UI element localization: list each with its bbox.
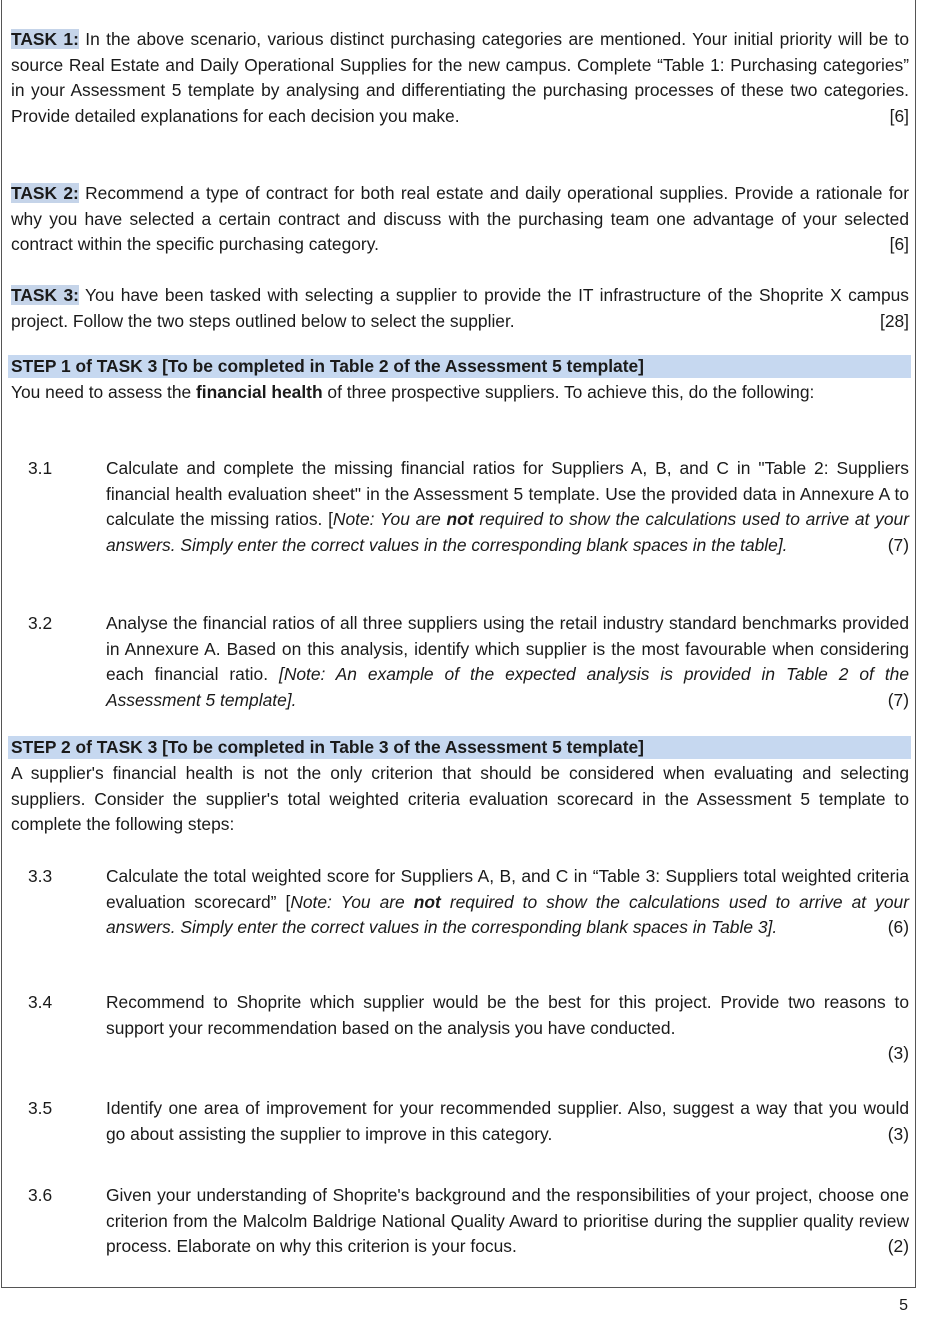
question-marks: (3) <box>887 1043 909 1064</box>
question-number: 3.6 <box>28 1185 53 1205</box>
step2-heading: STEP 2 of TASK 3 [To be completed in Table 3 of the Assessment 5 template] <box>8 736 911 759</box>
question-number: 3.1 <box>28 458 53 478</box>
step1-intro-b: of three prospective suppliers. To achieve this, do the following: <box>322 382 815 402</box>
question-3-4 <box>28 990 909 1067</box>
q32-text: Analyse the financial ratios of all three suppliers using the retail industry standard benchmarks provided in Annexure A. Based on this analysis, identify which supplier is the most favourable when considering each financial ratio. <box>106 613 909 685</box>
task3-paragraph <box>11 283 909 334</box>
question-marks: (2) <box>887 1236 909 1257</box>
task3-text: You have been tasked with selecting a supplier to provide the IT infrastructure of the Shoprite X campus project. Follow the two steps outlined below to select the supplier. <box>11 285 909 331</box>
question-text <box>106 611 909 713</box>
step1-heading: STEP 1 of TASK 3 [To be completed in Table 2 of the Assessment 5 template] <box>8 355 911 378</box>
task3-marks: [28] <box>879 310 909 331</box>
question-3-3 <box>28 864 909 941</box>
task2-label: TASK 2: <box>11 183 79 203</box>
question-text <box>106 864 909 941</box>
q33-text: Calculate the total weighted score for Suppliers A, B, and C in “Table 3: Suppliers total weighted criteria evaluation scorecard” [ <box>106 866 909 912</box>
task1-label: TASK 1: <box>11 29 79 49</box>
q36-text: Given your understanding of Shoprite's background and the responsibilities of your project, choose one criterion from the Malcolm Baldrige National Quality Award to prioritise during the supplier quality review process. Elaborate on why this criterion is your focus. <box>106 1185 909 1257</box>
q31-note-bold: not <box>446 509 474 530</box>
task1-marks: [6] <box>889 105 909 126</box>
question-marks: (7) <box>887 689 909 710</box>
q31-note-a: Note: You are <box>332 509 447 530</box>
task1-paragraph <box>11 27 909 129</box>
q35-text: Identify one area of improvement for your recommended supplier. Also, suggest a way that you would go about assisting the supplier to improve in this category. <box>106 1098 909 1144</box>
step1-intro-a: You need to assess the <box>11 382 196 402</box>
question-text <box>106 990 909 1067</box>
question-number: 3.4 <box>28 992 53 1012</box>
page-number: 5 <box>899 1297 908 1314</box>
question-number: 3.5 <box>28 1098 53 1118</box>
task1-text: In the above scenario, various distinct purchasing categories are mentioned. Your initial priority will be to source Real Estate and Daily Operational Supplies for the new campus. Complete “Table 1: Purchasing categories” in your Assessment 5 template by analysing and differentiating the purchasing processes of these two categories. Provide detailed explanations for each decision you make. <box>11 29 910 126</box>
q33-note-b: required to show the calculations used to arrive at your answers. Simply enter the correct values in the corresponding blank spaces in Table 3]. <box>106 891 909 938</box>
question-marks: (3) <box>887 1123 909 1144</box>
q33-note-bold: not <box>413 891 441 912</box>
question-3-2 <box>28 611 909 713</box>
question-3-5 <box>28 1096 909 1147</box>
q31-text: Calculate and complete the missing financial ratios for Suppliers A, B, and C in "Table 2: Suppliers financial health evaluation sheet" in the Assessment 5 template. Use the provided data in Annexure A to calculate the missing ratios. [ <box>106 458 909 530</box>
question-number: 3.2 <box>28 613 53 633</box>
q33-note-a: Note: You are <box>290 891 414 912</box>
question-number: 3.3 <box>28 866 53 886</box>
step1-intro <box>11 380 909 406</box>
question-3-1 <box>28 456 909 558</box>
question-marks: (6) <box>887 917 909 938</box>
question-marks: (7) <box>887 534 909 555</box>
step1-intro-bold: financial health <box>196 382 323 402</box>
question-text <box>106 1183 909 1260</box>
question-text <box>106 1096 909 1147</box>
q32-note: [Note: An example of the expected analysis is provided in Table 2 of the Assessment 5 template]. <box>106 664 909 710</box>
task2-paragraph <box>11 181 909 258</box>
task2-marks: [6] <box>889 234 909 255</box>
step2-intro: A supplier's financial health is not the only criterion that should be considered when evaluating and selecting suppliers. Consider the supplier's total weighted criteria evaluation scorecard in the Assessment 5 template to complete the following steps: <box>11 763 909 835</box>
q34-text: Recommend to Shoprite which supplier would be the best for this project. Provide two reasons to support your recommendation based on the analysis you have conducted. <box>106 992 909 1038</box>
task3-label: TASK 3: <box>11 285 79 305</box>
q31-note-b: required to show the calculations used to arrive at your answers. Simply enter the correct values in the corresponding blank spaces in the table]. <box>106 509 909 555</box>
task2-text: Recommend a type of contract for both real estate and daily operational supplies. Provide a rationale for why you have selected a certain contract and discuss with the purchasing team one advantage of your selected contract within the specific purchasing category. <box>11 183 909 255</box>
question-text <box>106 456 909 558</box>
question-3-6 <box>28 1183 909 1260</box>
